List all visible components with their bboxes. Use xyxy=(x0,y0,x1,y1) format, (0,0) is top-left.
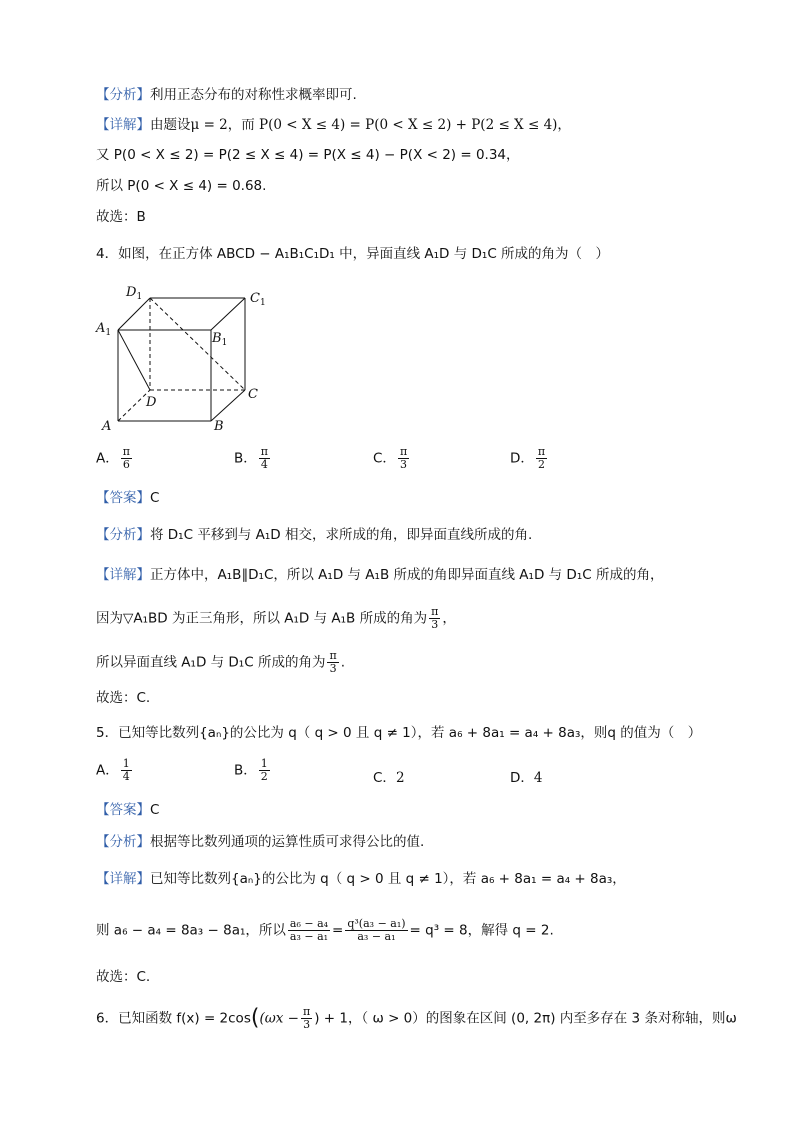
segment-a1d xyxy=(118,330,150,390)
q4-detail-3 xyxy=(96,650,345,675)
detail-tag: 【详解】 xyxy=(96,567,150,583)
option-fraction: $\frac{1}{2}$ xyxy=(260,757,268,783)
analysis-tag: 【分析】 xyxy=(96,87,150,103)
option-letter: D． xyxy=(510,450,534,467)
q3-detail-2: 又 P(0 < X ≤ 2) = P(2 ≤ X ≤ 4) = P(X ≤ 4) − P(X < 2) = 0.34， xyxy=(96,147,520,163)
edge-b1c1 xyxy=(211,298,245,330)
q6-stem-tail: ) + 1，（ ω > 0）的图象在区间 (0, 2π) 内至多存在 3 条对称轴，则ω xyxy=(314,1010,737,1027)
q4-analysis-text: 将 D₁C 平移到与 A₁D 相交，求所成的角，即异面直线所成的角. xyxy=(150,527,533,543)
label-b: B xyxy=(214,419,224,434)
q3-detail-1-text: 由题设μ = 2，而 P(0 < X ≤ 4) = P(0 < X ≤ 2) + P(2 ≤ X ≤ 4)， xyxy=(150,117,571,133)
fraction-ratio-2: $\frac{\text{q³(a₃ − a₁)}}{\text{a₃ − a₁}}$ xyxy=(347,917,406,943)
answer-tag: 【答案】 xyxy=(96,802,150,818)
q5-option-c[interactable] xyxy=(373,766,405,786)
punct: . xyxy=(340,654,345,671)
option-letter: A． xyxy=(96,450,119,467)
q5-detail-2-tail: = q³ = 8，解得 q = 2. xyxy=(409,922,554,939)
equals-sign: = xyxy=(332,922,344,939)
q4-answer xyxy=(96,489,159,507)
q4-detail-3-text: 所以异面直线 A₁D 与 D₁C 所成的角为 xyxy=(96,654,326,671)
punct: ， xyxy=(442,610,456,627)
label-c: C xyxy=(248,387,258,402)
q4-option-c[interactable] xyxy=(373,446,411,471)
q3-analysis xyxy=(96,86,357,104)
fraction-pi-over-3: $\frac{\pi}{3}$ xyxy=(302,1005,311,1031)
edge-bc xyxy=(211,390,245,421)
option-value: 2 xyxy=(395,770,405,786)
q4-detail-2 xyxy=(96,606,456,631)
q4-detail-1 xyxy=(96,566,663,584)
fraction-ratio-1: $\frac{\text{a₆ − a₄}}{\text{a₃ − a₁}}$ xyxy=(289,917,329,943)
q4-analysis xyxy=(96,526,532,544)
big-paren-left: ( xyxy=(250,1005,260,1031)
q5-option-d[interactable] xyxy=(510,766,543,786)
edge-a1d1 xyxy=(118,298,150,330)
q3-detail-3: 所以 P(0 < X ≤ 4) = 0.68. xyxy=(96,178,267,194)
q5-analysis xyxy=(96,833,424,851)
option-letter: D． xyxy=(510,770,534,786)
analysis-tag: 【分析】 xyxy=(96,834,150,850)
q4-detail-1-text: 正方体中，A₁B∥D₁C，所以 A₁D 与 A₁B 所成的角即异面直线 A₁D 与 D₁C 所成的角， xyxy=(150,567,664,583)
option-fraction: $\frac{\pi}{2}$ xyxy=(537,445,546,471)
answer-tag: 【答案】 xyxy=(96,490,150,506)
option-value: 4 xyxy=(533,770,543,786)
q5-choose: 故选：C. xyxy=(96,969,151,985)
q5-option-b[interactable] xyxy=(234,758,272,783)
q5-detail-2 xyxy=(96,918,554,943)
q3-analysis-text: 利用正态分布的对称性求概率即可. xyxy=(150,87,357,103)
option-fraction: $\frac{\pi}{6}$ xyxy=(122,445,130,471)
cube-figure xyxy=(90,280,290,440)
q3-choose: 故选：B xyxy=(96,209,146,225)
q5-answer-value: C xyxy=(150,802,160,818)
q4-option-d[interactable] xyxy=(510,446,549,471)
q5-detail-2-text: 则 a₆ − a₄ = 8a₃ − 8a₁，所以 xyxy=(96,922,286,939)
q5-analysis-text: 根据等比数列通项的运算性质可求得公比的值. xyxy=(150,834,425,850)
label-a: A xyxy=(102,419,112,434)
q5-detail-1 xyxy=(96,870,626,888)
q3-detail-1 xyxy=(96,116,571,134)
fraction-pi-over-3: $\frac{\pi}{3}$ xyxy=(431,605,439,631)
detail-tag: 【详解】 xyxy=(96,871,150,887)
q4-answer-value: C xyxy=(150,490,160,506)
fraction-pi-over-3: $\frac{\pi}{3}$ xyxy=(329,649,337,675)
label-b1: $B_1$ xyxy=(212,331,228,348)
option-fraction: $\frac{\pi}{3}$ xyxy=(399,445,408,471)
q5-answer xyxy=(96,801,159,819)
q4-detail-2-text: 因为▽A₁BD 为正三角形，所以 A₁D 与 A₁B 所成的角为 xyxy=(96,610,428,627)
q5-stem: 5．已知等比数列{aₙ}的公比为 q（ q > 0 且 q ≠ 1），若 a₆ + 8a₁ = a₄ + 8a₃，则q 的值为（ ） xyxy=(96,725,702,741)
option-fraction: $\frac{\pi}{4}$ xyxy=(260,445,268,471)
label-a1: $A_1$ xyxy=(96,321,112,338)
q4-stem: 4．如图，在正方体 ABCD − A₁B₁C₁D₁ 中，异面直线 A₁D 与 D₁C 所成的角为（ ） xyxy=(96,246,610,262)
q4-option-a[interactable] xyxy=(96,446,134,471)
option-fraction: $\frac{1}{4}$ xyxy=(122,757,130,783)
label-d1: $D_1$ xyxy=(126,285,143,302)
option-letter: B． xyxy=(234,762,257,779)
option-letter: C． xyxy=(373,770,396,786)
option-letter: A． xyxy=(96,762,119,779)
label-d: D xyxy=(146,395,157,410)
option-letter: B． xyxy=(234,450,257,467)
detail-tag: 【详解】 xyxy=(96,117,150,133)
q4-option-b[interactable] xyxy=(234,446,272,471)
q5-detail-1-text: 已知等比数列{aₙ}的公比为 q（ q > 0 且 q ≠ 1），若 a₆ + 8a₁ = a₄ + 8a₃， xyxy=(150,871,626,887)
option-letter: C． xyxy=(373,450,396,467)
q6-stem-arg: (ωx − xyxy=(259,1010,299,1027)
q6-stem xyxy=(96,1006,737,1031)
q6-stem-text: 6．已知函数 f(x) = 2cos xyxy=(96,1010,251,1027)
analysis-tag: 【分析】 xyxy=(96,527,150,543)
label-c1: $C_1$ xyxy=(250,291,266,308)
q4-choose: 故选：C. xyxy=(96,690,151,706)
q5-option-a[interactable] xyxy=(96,758,134,783)
